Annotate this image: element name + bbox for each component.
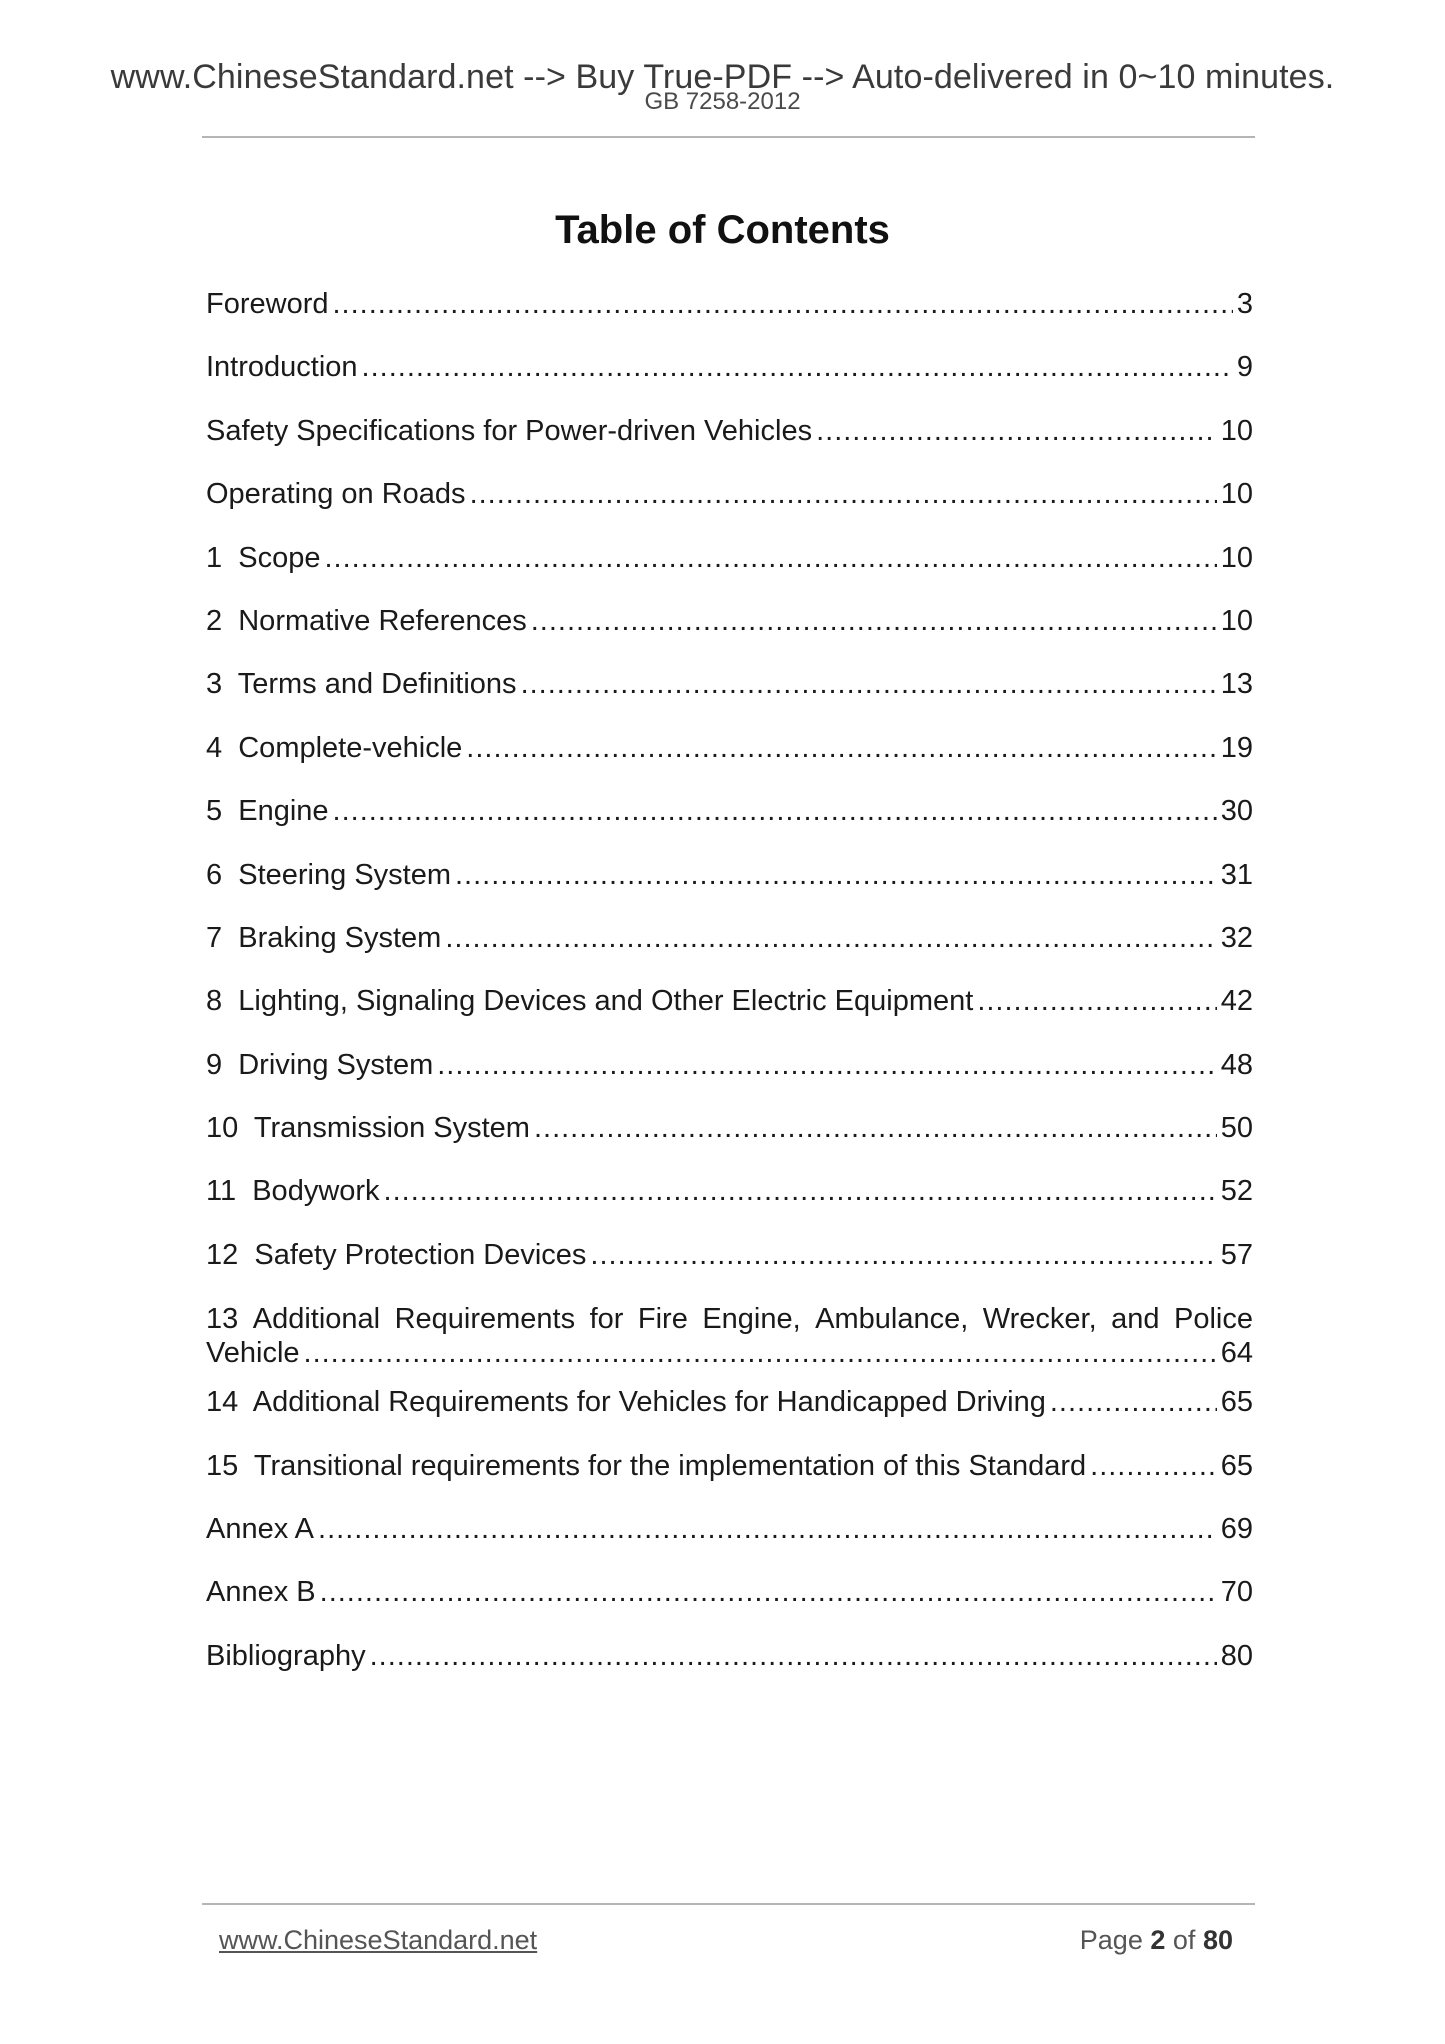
- toc-entry[interactable]: [206, 1239, 1253, 1302]
- header-divider: [202, 136, 1255, 138]
- toc-leader-dots: [531, 605, 1217, 638]
- table-of-contents: [206, 288, 1253, 1703]
- toc-entry-word: and: [1111, 1303, 1160, 1336]
- toc-leader-dots: [318, 1513, 1217, 1546]
- toc-entry-label: 5 Engine: [206, 795, 329, 828]
- toc-leader-dots: [333, 795, 1217, 828]
- toc-leader-dots: [333, 288, 1233, 321]
- toc-entry[interactable]: [206, 732, 1253, 795]
- toc-entry-label: Introduction: [206, 351, 358, 384]
- toc-entry-page: 10: [1220, 414, 1253, 447]
- toc-entry[interactable]: [206, 1576, 1253, 1639]
- toc-entry-page: 52: [1220, 1175, 1253, 1208]
- toc-leader-dots: [437, 1049, 1217, 1082]
- toc-entry-page: 50: [1220, 1112, 1253, 1145]
- toc-leader-dots: [470, 478, 1217, 511]
- toc-entry-page: 10: [1220, 604, 1253, 637]
- footer-divider: [202, 1903, 1255, 1905]
- toc-entry-word: Wrecker,: [982, 1303, 1097, 1336]
- toc-section-main: [206, 288, 1253, 1302]
- toc-entry-page: 80: [1220, 1639, 1253, 1672]
- page-prefix: Page: [1079, 1925, 1143, 1955]
- toc-entry-label: 14 Additional Requirements for Vehicles for Handicapped Driving: [206, 1386, 1046, 1419]
- toc-leader-dots: [370, 1640, 1217, 1673]
- toc-entry-label: Annex B: [206, 1576, 316, 1609]
- toc-entry-word: Fire: [637, 1303, 688, 1336]
- page-current: 2: [1150, 1925, 1166, 1955]
- toc-leader-dots: [445, 922, 1216, 955]
- toc-entry-13-line2: [206, 1336, 1253, 1370]
- toc-entry-word: for: [589, 1303, 624, 1336]
- toc-leader-dots: [362, 351, 1233, 384]
- toc-entry-13-line1: [206, 1302, 1253, 1336]
- toc-entry[interactable]: [206, 351, 1253, 414]
- toc-entry-label: Safety Specifications for Power-driven Vehicles: [206, 414, 813, 447]
- toc-entry-page: 13: [1220, 668, 1253, 701]
- toc-leader-dots: [590, 1239, 1216, 1272]
- footer-website-link[interactable]: www.ChineseStandard.net: [219, 1925, 538, 1955]
- toc-leader-dots: [534, 1112, 1217, 1145]
- toc-leader-dots: [324, 542, 1216, 575]
- toc-entry-label: Vehicle: [206, 1337, 300, 1370]
- toc-entry[interactable]: [206, 1386, 1253, 1449]
- toc-entry-label: 15 Transitional requirements for the implementation of this Standard: [206, 1449, 1087, 1482]
- page-of: of: [1172, 1925, 1196, 1955]
- toc-entry-word: Requirements: [394, 1303, 576, 1336]
- toc-entry-page: 19: [1220, 731, 1253, 764]
- toc-leader-dots: [466, 732, 1216, 765]
- toc-entry-label: Annex A: [206, 1513, 315, 1546]
- toc-entry-label: 7 Braking System: [206, 921, 442, 954]
- header-banner: www.ChineseStandard.net --> Buy True-PDF --> Auto-delivered in 0~10 minutes.: [110, 58, 1335, 96]
- toc-entry-page: 64: [1220, 1337, 1253, 1370]
- toc-entry[interactable]: [206, 1450, 1253, 1513]
- toc-leader-dots: [1050, 1386, 1217, 1419]
- toc-entry-label: 2 Normative References: [206, 604, 527, 637]
- toc-entry[interactable]: [206, 1049, 1253, 1112]
- toc-entry[interactable]: [206, 1640, 1253, 1703]
- footer-page-number: [1080, 1925, 1233, 1956]
- toc-entry-page: 57: [1220, 1238, 1253, 1271]
- toc-entry-page: 65: [1220, 1386, 1253, 1419]
- toc-entry-page: 3: [1236, 288, 1253, 320]
- toc-entry-word: Police: [1173, 1303, 1253, 1336]
- toc-leader-dots: [455, 859, 1217, 892]
- toc-entry-13[interactable]: [206, 1302, 1253, 1370]
- toc-entry-word: Additional: [252, 1303, 381, 1336]
- toc-entry-label: 9 Driving System: [206, 1048, 434, 1081]
- toc-entry-page: 10: [1220, 541, 1253, 574]
- toc-entry[interactable]: [206, 985, 1253, 1048]
- toc-entry[interactable]: [206, 415, 1253, 478]
- toc-leader-dots: [384, 1175, 1217, 1208]
- toc-entry-page: 30: [1220, 795, 1253, 828]
- toc-entry-label: 10 Transmission System: [206, 1112, 530, 1145]
- toc-entry-label: 12 Safety Protection Devices: [206, 1238, 587, 1271]
- toc-entry[interactable]: [206, 859, 1253, 922]
- toc-entry[interactable]: [206, 478, 1253, 541]
- toc-entry[interactable]: [206, 1112, 1253, 1175]
- toc-leader-dots: [320, 1576, 1217, 1609]
- toc-entry-page: 10: [1220, 478, 1253, 511]
- toc-entry[interactable]: [206, 668, 1253, 731]
- toc-entry-label: 8 Lighting, Signaling Devices and Other Electric Equipment: [206, 985, 974, 1018]
- toc-leader-dots: [816, 415, 1217, 448]
- toc-entry-page: 65: [1220, 1449, 1253, 1482]
- toc-entry[interactable]: [206, 1175, 1253, 1238]
- toc-entry-page: 32: [1220, 921, 1253, 954]
- toc-entry-page: 31: [1220, 858, 1253, 891]
- toc-entry-page: 42: [1220, 985, 1253, 1018]
- toc-leader-dots: [304, 1336, 1217, 1370]
- toc-entry-word: 13: [206, 1303, 239, 1336]
- document-id: GB 7258-2012: [644, 88, 801, 115]
- toc-entry-page: 9: [1236, 351, 1253, 384]
- toc-entry-label: 3 Terms and Definitions: [206, 668, 517, 701]
- toc-entry-page: 48: [1220, 1048, 1253, 1081]
- page-title: Table of Contents: [555, 208, 890, 252]
- toc-entry[interactable]: [206, 795, 1253, 858]
- toc-section-rest: [206, 1386, 1253, 1703]
- toc-entry-label: Bibliography: [206, 1639, 366, 1672]
- toc-leader-dots: [977, 985, 1216, 1018]
- toc-entry-label: Operating on Roads: [206, 478, 466, 511]
- toc-entry-word: Engine,: [702, 1303, 801, 1336]
- toc-entry-word: Ambulance,: [815, 1303, 969, 1336]
- toc-entry[interactable]: [206, 922, 1253, 985]
- toc-entry-label: 1 Scope: [206, 541, 321, 574]
- toc-entry[interactable]: [206, 288, 1253, 351]
- toc-entry[interactable]: [206, 542, 1253, 605]
- toc-leader-dots: [1090, 1450, 1217, 1483]
- page-total: 80: [1202, 1925, 1233, 1955]
- toc-entry[interactable]: [206, 605, 1253, 668]
- toc-entry-label: 4 Complete-vehicle: [206, 731, 463, 764]
- toc-leader-dots: [521, 668, 1217, 701]
- toc-entry[interactable]: [206, 1513, 1253, 1576]
- toc-entry-label: Foreword: [206, 288, 329, 320]
- toc-entry-label: 6 Steering System: [206, 858, 451, 891]
- toc-entry-page: 69: [1220, 1513, 1253, 1546]
- toc-entry-label: 11 Bodywork: [206, 1175, 380, 1208]
- toc-entry-page: 70: [1220, 1576, 1253, 1609]
